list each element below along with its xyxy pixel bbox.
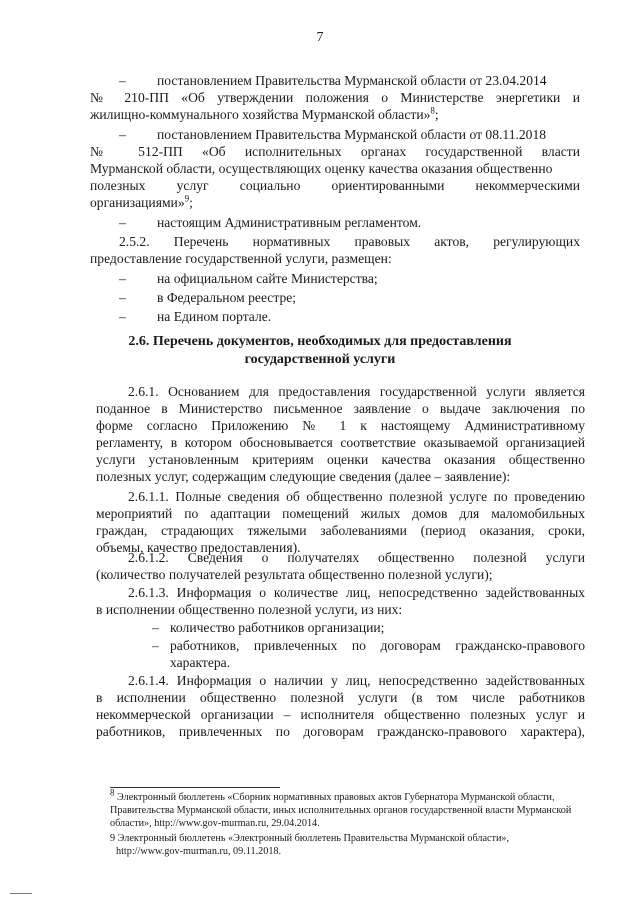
list-item-text: полезных услуг социально ориентированными некоммерческими <box>90 178 580 193</box>
paragraph-2-6-1: поданное в Министерство письменное заявление о выдаче заключения по <box>96 401 585 416</box>
list-dash: – <box>119 309 126 324</box>
paragraph-2-6-1: полезных услуг, содержащим следующие сведения (далее – заявление): <box>96 469 511 484</box>
list-item-text: настоящим Административным регламентом. <box>157 215 422 230</box>
paragraph-2-6-1-3: 2.6.1.3. Информация о количестве лиц, непосредственно задействованных <box>128 585 585 600</box>
list-dash: – <box>119 290 126 305</box>
list-item-text: организациями»$^9$; <box>90 193 193 210</box>
paragraph-2-6-1-4: работников, привлеченных по договорам гражданско-правового характера), <box>96 724 585 739</box>
list-item-text: № 512-ПП «Об исполнительных органах государственной власти <box>90 144 580 159</box>
paragraph-2-6-1-4: некоммерческой организации – исполнителя общественно полезных услуг и <box>96 707 585 722</box>
list-item-text: количество работников организации; <box>170 620 385 635</box>
list-item-text: работников, привлеченных по договорам гражданско-правового <box>170 638 585 653</box>
footnote-ref-8[interactable]: 8 <box>430 105 435 116</box>
list-item-text: Мурманской области, осуществляющих оценку качества оказания общественно <box>90 161 553 176</box>
list-dash: – <box>152 638 159 653</box>
list-item-text: жилищно-коммунального хозяйства Мурманской области»$^8$; <box>90 105 439 122</box>
paragraph-2-6-1: форме согласно Приложению № 1 к настоящему Административному <box>96 418 585 433</box>
paragraph-2-6-1-1: объемы, качество предоставления). <box>96 540 301 555</box>
footnote-9: 9 Электронный бюллетень «Электронный бюллетень Правительства Мурманской области», <box>110 833 510 844</box>
footnote-8: Правительства Мурманской области, иных исполнительных органов государственной власти Мурманской <box>110 805 572 816</box>
section-title: 2.6. Перечень документов, необходимых для предоставления <box>128 334 512 349</box>
footnote-8: $^8$ Электронный бюллетень «Сборник нормативных правовых актов Губернатора Мурманской области, <box>110 787 555 803</box>
paragraph-2-6-1: 2.6.1. Основанием для предоставления государственной услуги является <box>128 384 585 399</box>
footnote-ref-9[interactable]: 9 <box>184 193 190 204</box>
page-number: 7 <box>316 30 324 45</box>
list-dash: – <box>119 271 126 286</box>
paragraph-2-6-1-2: (количество получателей результата общественно полезной услуги); <box>96 567 493 582</box>
paragraph-2-5-2: предоставление государственной услуги, размещен: <box>90 251 392 266</box>
footnote-separator <box>110 787 280 788</box>
paragraph-2-6-1: услуги установленным критериям оценки качества оказания общественно <box>96 452 585 467</box>
paragraph-2-6-1: регламенту, в котором обосновывается соответствие оказываемой организацией <box>96 435 585 450</box>
list-item-text: на Едином портале. <box>157 309 272 324</box>
list-item-text: постановлением Правительства Мурманской области от 23.04.2014 <box>157 73 547 88</box>
list-item-text: постановлением Правительства Мурманской области от 08.11.2018 <box>157 127 547 142</box>
section-title: государственной услуги <box>244 352 396 367</box>
paragraph-2-6-1-1: граждан, страдающих тяжелыми заболеваниями (период оказания, сроки, <box>96 523 585 538</box>
list-item-text: в Федеральном реестре; <box>157 290 297 305</box>
list-dash: – <box>119 127 126 142</box>
paragraph-2-6-1-1: 2.6.1.1. Полные сведения об общественно полезной услуге по проведению <box>128 489 585 504</box>
list-dash: – <box>152 620 159 635</box>
scan-edge-mark <box>10 893 32 894</box>
paragraph-2-6-1-3: в исполнении общественно полезной услуги, из них: <box>96 602 403 617</box>
paragraph-2-6-1-4: 2.6.1.4. Информация о наличии у лиц, непосредственно задействованных <box>128 673 585 688</box>
paragraph-2-6-1-2: 2.6.1.2. Сведения о получателях общественно полезной услуги <box>128 550 585 565</box>
paragraph-2-5-2: 2.5.2. Перечень нормативных правовых актов, регулирующих <box>119 234 580 249</box>
paragraph-2-6-1-4: в исполнении общественно полезной услуги (в том числе работников <box>96 690 585 705</box>
list-dash: – <box>119 73 126 88</box>
list-dash: – <box>119 215 126 230</box>
paragraph-2-6-1-1: мероприятий по адаптации помещений жилых домов для маломобильных <box>96 506 585 521</box>
list-item-text: характера. <box>170 655 231 670</box>
footnote-9-link[interactable]: http://www.gov-murman.ru, 09.11.2018. <box>116 846 282 857</box>
footnote-8-link[interactable]: области», http://www.gov-murman.ru, 29.04.2014. <box>110 818 320 829</box>
list-item-text: на официальном сайте Министерства; <box>157 271 378 286</box>
list-item-text: № 210-ПП «Об утверждении положения о Министерстве энергетики и <box>90 90 580 105</box>
